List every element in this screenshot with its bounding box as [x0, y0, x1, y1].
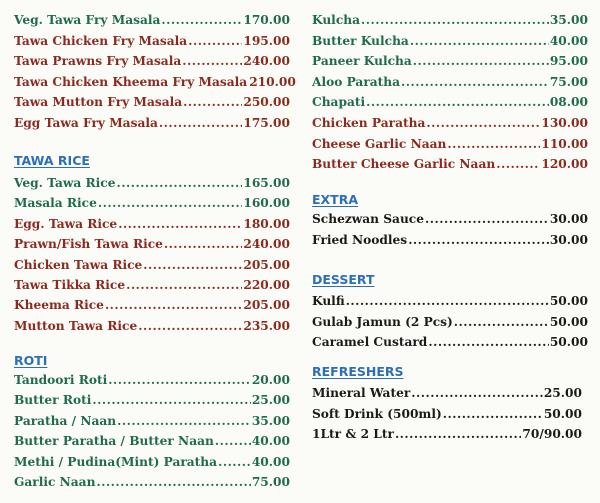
- menu-item-price: 160.00: [243, 196, 290, 211]
- menu-item-name: 1Ltr & 2 Ltr: [312, 427, 394, 442]
- dot-leader: [346, 293, 549, 309]
- menu-item: [312, 136, 588, 152]
- menu-item-name: Tawa Tikka Rice: [14, 278, 126, 292]
- menu-item-price: 240.00: [243, 237, 290, 252]
- dot-leader: [138, 318, 242, 334]
- dot-leader: [183, 94, 242, 110]
- dot-leader: [92, 392, 250, 408]
- menu-item-price: 120.00: [541, 157, 588, 172]
- dot-leader: [401, 74, 549, 90]
- menu-item: [14, 454, 290, 470]
- menu-item-name: Chicken Paratha: [312, 116, 426, 130]
- dot-leader: [117, 413, 251, 429]
- menu-item-price: 70/90.00: [522, 427, 582, 442]
- menu-item: [14, 53, 290, 69]
- dot-leader: [215, 433, 251, 449]
- menu-item: [312, 293, 588, 309]
- dot-leader: [105, 297, 242, 313]
- menu-item-name: Butter Cheese Garlic Naan: [312, 157, 496, 172]
- menu-item: [14, 257, 290, 273]
- menu-item-price: 40.00: [549, 33, 588, 48]
- menu-item: [312, 115, 588, 131]
- menu-item-name: Mutton Tawa Rice: [14, 318, 138, 333]
- menu-item-name: Aloo Paratha: [312, 74, 401, 89]
- dot-leader: [143, 257, 242, 273]
- dot-leader: [159, 115, 242, 131]
- dot-leader: [454, 314, 549, 330]
- menu-item-name: Tawa Prawns Fry Masala: [14, 54, 182, 69]
- menu-item-price: 220.00: [243, 278, 290, 292]
- menu-item-price: 35.00: [251, 413, 290, 428]
- dot-leader: [96, 474, 250, 490]
- menu-item: [14, 74, 296, 90]
- dot-leader: [410, 33, 549, 49]
- menu-item-price: 240.00: [243, 54, 290, 69]
- menu-item-name: Kulcha: [312, 13, 360, 27]
- menu-item-name: Paneer Kulcha: [312, 54, 412, 69]
- menu-item-price: 165.00: [243, 176, 290, 190]
- menu-item-name: Soft Drink (500ml): [312, 406, 442, 421]
- menu-item-name: Chicken Tawa Rice: [14, 257, 143, 272]
- dot-leader: [411, 385, 543, 401]
- dot-leader: [408, 232, 549, 248]
- menu-item: [14, 372, 290, 388]
- menu-item-price: 40.00: [251, 454, 290, 469]
- menu-item: [14, 115, 290, 131]
- menu-item-name: Cheese Garlic Naan: [312, 136, 447, 151]
- dot-leader: [443, 406, 543, 422]
- menu-item-price: 20.00: [251, 373, 290, 387]
- menu-item: [312, 426, 582, 442]
- menu-item: [14, 12, 290, 28]
- menu-item: [312, 334, 588, 350]
- menu-item-price: 50.00: [549, 294, 588, 308]
- menu-item: [312, 33, 588, 49]
- menu-item-name: Butter Kulcha: [312, 33, 409, 48]
- dot-leader: [164, 236, 242, 252]
- menu-item: [14, 94, 290, 110]
- menu-item-name: Garlic Naan: [14, 475, 96, 489]
- menu-item: [14, 277, 290, 293]
- menu-item: [14, 236, 290, 252]
- menu-item-name: Kulfi: [312, 294, 345, 308]
- menu-item-price: 75.00: [549, 74, 588, 89]
- dot-leader: [98, 195, 242, 211]
- menu-item-price: 95.00: [549, 54, 588, 69]
- menu-item-name: Egg. Tawa Rice: [14, 216, 118, 231]
- menu-item: [312, 156, 588, 172]
- dot-leader: [361, 12, 549, 28]
- dot-leader: [188, 33, 242, 49]
- dot-leader: [108, 372, 251, 388]
- menu-item: [312, 94, 588, 110]
- menu-item-name: Egg Tawa Fry Masala: [14, 116, 158, 130]
- menu-item-price: 30.00: [549, 212, 588, 226]
- menu-item: [14, 297, 290, 313]
- menu-item-name: Tawa Chicken Kheema Fry Masala: [14, 74, 248, 89]
- dessert-heading: DESSERT: [312, 272, 375, 287]
- refreshers-heading: REFRESHERS: [312, 364, 404, 379]
- menu-item: [312, 53, 588, 69]
- dot-leader: [366, 94, 549, 110]
- menu-item-price: 210.00: [249, 74, 296, 89]
- menu-item: [14, 216, 290, 232]
- menu-item-price: 50.00: [549, 335, 588, 350]
- menu-item-price: 195.00: [243, 33, 290, 48]
- menu-item-price: 205.00: [243, 298, 290, 313]
- roti-heading: ROTI: [14, 353, 48, 368]
- menu-item-price: 170.00: [243, 13, 290, 27]
- menu-item-price: 40.00: [251, 434, 290, 449]
- menu-item: [14, 33, 290, 49]
- menu-item: [14, 413, 290, 429]
- menu-item-name: Kheema Rice: [14, 298, 104, 313]
- menu-item-price: 30.00: [549, 232, 588, 247]
- menu-item-price: 235.00: [243, 318, 290, 333]
- dot-leader: [425, 211, 549, 227]
- dot-leader: [395, 426, 521, 442]
- menu-item: [14, 175, 290, 191]
- menu-item-price: 50.00: [549, 314, 588, 329]
- dot-leader: [413, 53, 549, 69]
- menu-item-name: Chapati: [312, 95, 366, 110]
- menu-item-price: 205.00: [243, 257, 290, 272]
- menu-item-price: 180.00: [243, 216, 290, 231]
- menu-item-price: 110.00: [541, 136, 588, 151]
- menu-item-name: Tawa Chicken Fry Masala: [14, 33, 188, 48]
- menu-item: [312, 385, 582, 401]
- menu-item: [14, 392, 290, 408]
- menu-item-name: Gulab Jamun (2 Pcs): [312, 314, 453, 329]
- menu-item-price: 35.00: [549, 13, 588, 27]
- menu-item-name: Methi / Pudina(Mint) Paratha: [14, 454, 218, 469]
- dot-leader: [496, 156, 540, 172]
- menu-item: [312, 232, 588, 248]
- menu-item: [14, 433, 290, 449]
- menu-item-name: Masala Rice: [14, 196, 97, 211]
- menu-item: [312, 406, 582, 422]
- menu-item: [312, 314, 588, 330]
- menu-item-price: 08.00: [549, 95, 588, 110]
- tawa-rice-heading: TAWA RICE: [14, 153, 90, 168]
- menu-item-name: Fried Noodles: [312, 232, 408, 247]
- menu-item-name: Schezwan Sauce: [312, 212, 424, 226]
- menu-item: [14, 474, 290, 490]
- menu-item-name: Paratha / Naan: [14, 413, 117, 428]
- menu-item-price: 50.00: [543, 406, 582, 421]
- dot-leader: [218, 454, 251, 470]
- menu-item-name: Butter Roti: [14, 393, 92, 408]
- menu-item: [312, 12, 588, 28]
- menu-item-name: Veg. Tawa Fry Masala: [14, 13, 161, 27]
- menu-item-name: Tawa Mutton Fry Masala: [14, 95, 183, 110]
- menu-item-name: Butter Paratha / Butter Naan: [14, 434, 214, 449]
- dot-leader: [116, 175, 242, 191]
- menu-item-name: Mineral Water: [312, 386, 411, 400]
- menu-item-name: Veg. Tawa Rice: [14, 176, 116, 190]
- menu-item: [14, 195, 290, 211]
- dot-leader: [161, 12, 242, 28]
- menu-item: [312, 211, 588, 227]
- dot-leader: [126, 277, 242, 293]
- menu-item-price: 130.00: [541, 116, 588, 130]
- menu-item-price: 175.00: [243, 116, 290, 130]
- menu-item: [312, 74, 588, 90]
- menu-item-price: 75.00: [251, 475, 290, 489]
- menu-item-name: Prawn/Fish Tawa Rice: [14, 237, 163, 252]
- extra-heading: EXTRA: [312, 192, 359, 207]
- dot-leader: [426, 115, 540, 131]
- dot-leader: [428, 334, 548, 350]
- dot-leader: [182, 53, 242, 69]
- menu-item: [14, 318, 290, 334]
- dot-leader: [447, 136, 540, 152]
- menu-item-name: Tandoori Roti: [14, 373, 108, 387]
- menu-item-price: 25.00: [251, 393, 290, 408]
- menu-item-price: 250.00: [243, 95, 290, 110]
- menu-item-price: 25.00: [543, 386, 582, 400]
- dot-leader: [118, 216, 242, 232]
- menu-item-name: Caramel Custard: [312, 335, 428, 350]
